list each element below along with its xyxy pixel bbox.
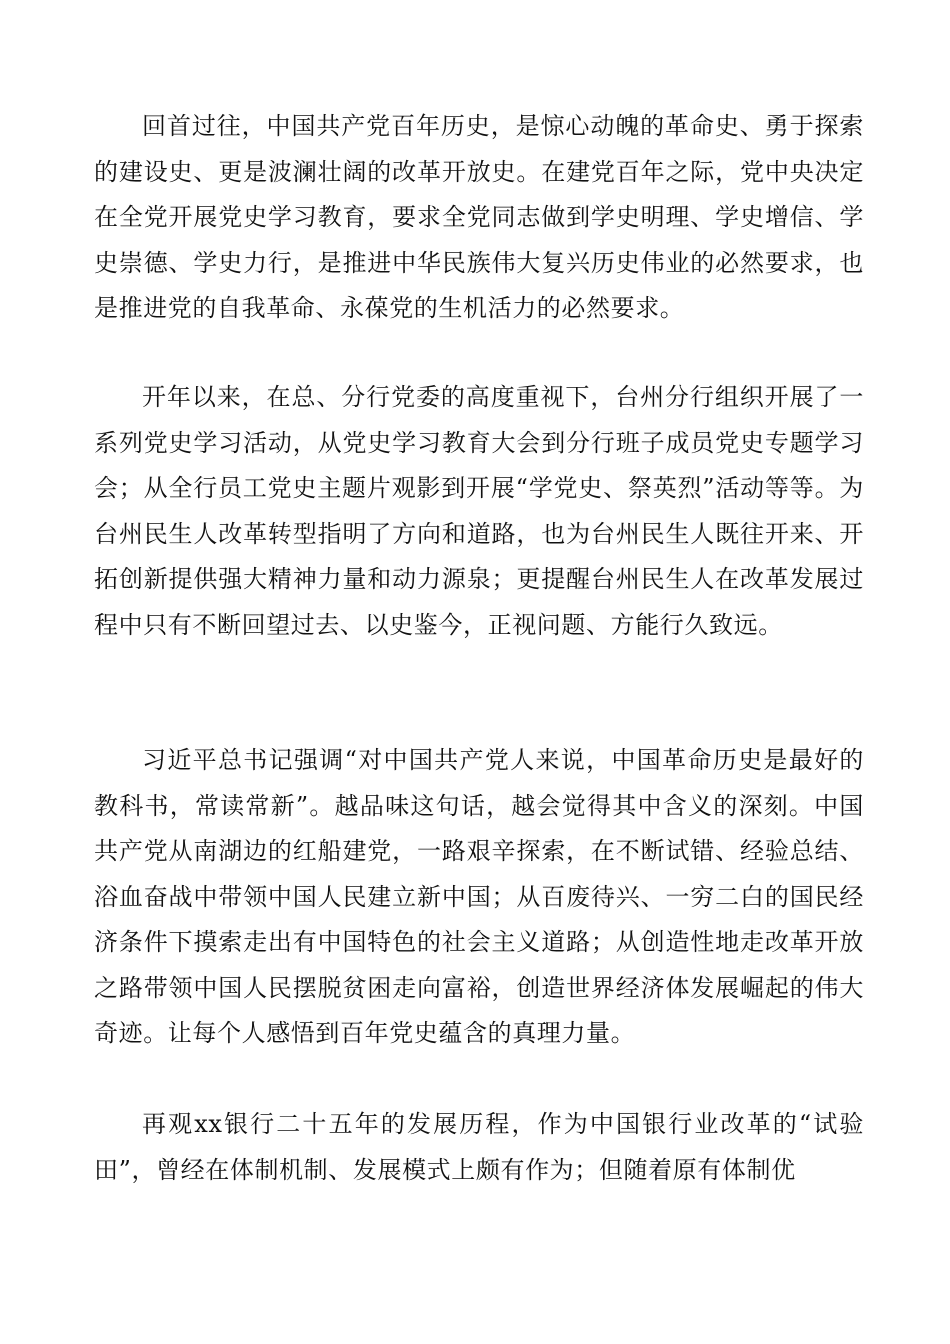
- paragraph-1: 回首过往，中国共产党百年历史，是惊心动魄的革命史、勇于探索的建设史、更是波澜壮阔的改革开放史。在建党百年之际，党中央决定在全党开展党史学习教育，要求全党同志做到学史明理、学史增信、学史崇德、学史力行，是推进中华民族伟大复兴历史伟业的必然要求，也是推进党的自我革命、永葆党的生机活力的必然要求。: [94, 112, 864, 322]
- paragraph-4: 再观xx银行二十五年的发展历程，作为中国银行业改革的“试验田”，曾经在体制机制、发展模式上颇有作为；但随着原有体制优: [94, 1110, 864, 1184]
- paragraph-2: 开年以来，在总、分行党委的高度重视下，台州分行组织开展了一系列党史学习活动，从党史学习教育大会到分行班子成员党史专题学习会；从全行员工党史主题片观影到开展“学党史、祭英烈”活动等等。为台州民生人改革转型指明了方向和道路，也为台州民生人既往开来、开拓创新提供强大精神力量和动力源泉；更提醒台州民生人在改革发展过程中只有不断回望过去、以史鉴今，正视问题、方能行久致远。: [94, 383, 864, 639]
- paragraph-3: 习近平总书记强调“对中国共产党人来说，中国革命历史是最好的教科书，常读常新”。越品味这句话，越会觉得其中含义的深刻。中国共产党从南湖边的红船建党，一路艰辛探索，在不断试错、经验总结、浴血奋战中带领中国人民建立新中国；从百废待兴、一穷二白的国民经济条件下摸索走出有中国特色的社会主义道路；从创造性地走改革开放之路带领中国人民摆脱贫困走向富裕，创造世界经济体发展崛起的伟大奇迹。让每个人感悟到百年党史蕴含的真理力量。: [94, 746, 864, 1047]
